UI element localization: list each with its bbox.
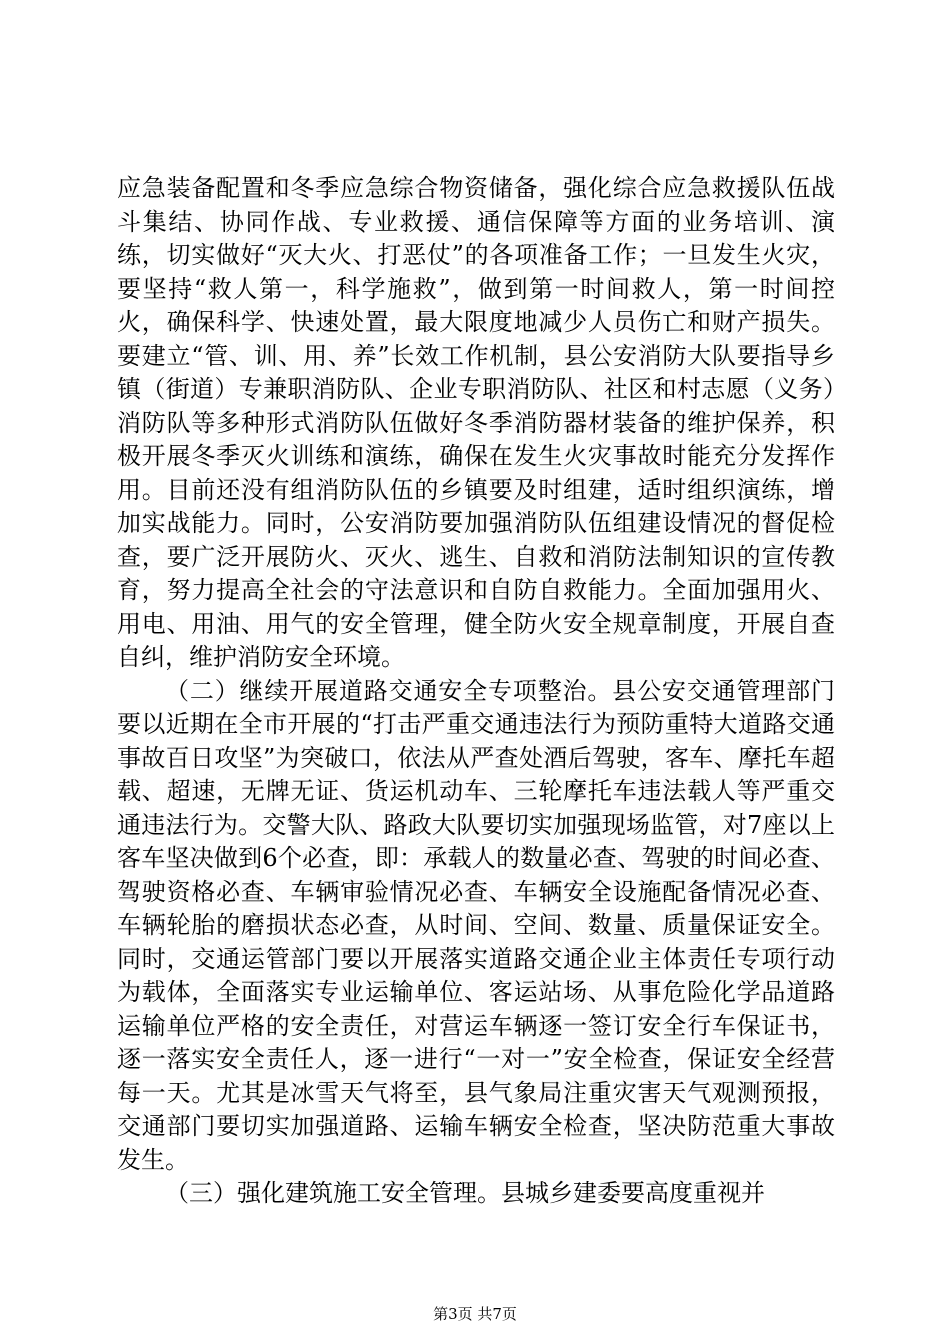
paragraph-construction-safety: （三）强化建筑施工安全管理。县城乡建委要高度重视并 — [165, 1179, 765, 1207]
paragraph-fire-safety: 应急装备配置和冬季应急综合物资储备，强化综合应急救援队伍战斗集结、协同作战、专业救援、通信保障等方面的业务培训、演练，切实做好“灭大火、打恶仗”的各项准备工作；一旦发生火灾，要坚持“救人第一，科学施救”，做到第一时间救人，第一时间控火，确保科学、快速处置，最大限度地减少人员伤亡和财产损失。要建立“管、训、用、养”长效工作机制，县公安消防大队要指导乡镇（街道）专兼职消防队、企业专职消防队、社区和村志愿（义务）消防队等多种形式消防队伍做好冬季消防器材装备的维护保养，积极开展冬季灭火训练和演练，确保在发生火灾事故时能充分发挥作用。目前还没有组消防队伍的乡镇要及时组建，适时组织演练，增加实战能力。同时，公安消防要加强消防队伍组建设情况的督促检查，要广泛开展防火、灭火、逃生、自救和消防法制知识的宣传教育，努力提高全社会的守法意识和自防自救能力。全面加强用火、用电、用油、用气的安全管理，健全防火安全规章制度，开展自查自纠，维护消防安全环境。 — [117, 174, 835, 671]
paragraph-road-traffic-safety: （二）继续开展道路交通安全专项整治。县公安交通管理部门要以近期在全市开展的“打击严重交通违法行为预防重特大道路交通事故百日攻坚”为突破口，依法从严查处酒后驾驶，客车、摩托车超载、超速，无牌无证、货运机动车、三轮摩托车违法载人等严重交通违法行为。交警大队、路政大队要切实加强现场监管，对7座以上客车坚决做到6个必查，即：承载人的数量必查、驾驶的时间必查、驾驶资格必查、车辆审验情况必查、车辆安全设施配备情况必查、车辆轮胎的磨损状态必查，从时间、空间、数量、质量保证安全。同时，交通运管部门要以开展落实道路交通企业主体责任专项行动为载体，全面落实专业运输单位、客运站场、从事危险化学品道路运输单位严格的安全责任，对营运车辆逐一签订安全行车保证书，逐一落实安全责任人，逐一进行“一对一”安全检查，保证安全经营每一天。尤其是冰雪天气将至，县气象局注重灾害天气观测预报，交通部门要切实加强道路、运输车辆安全检查，坚决防范重大事故发生。 — [117, 676, 835, 1174]
page-number-footer: 第3页 共7页 — [433, 1305, 517, 1323]
document-body — [117, 172, 835, 1211]
